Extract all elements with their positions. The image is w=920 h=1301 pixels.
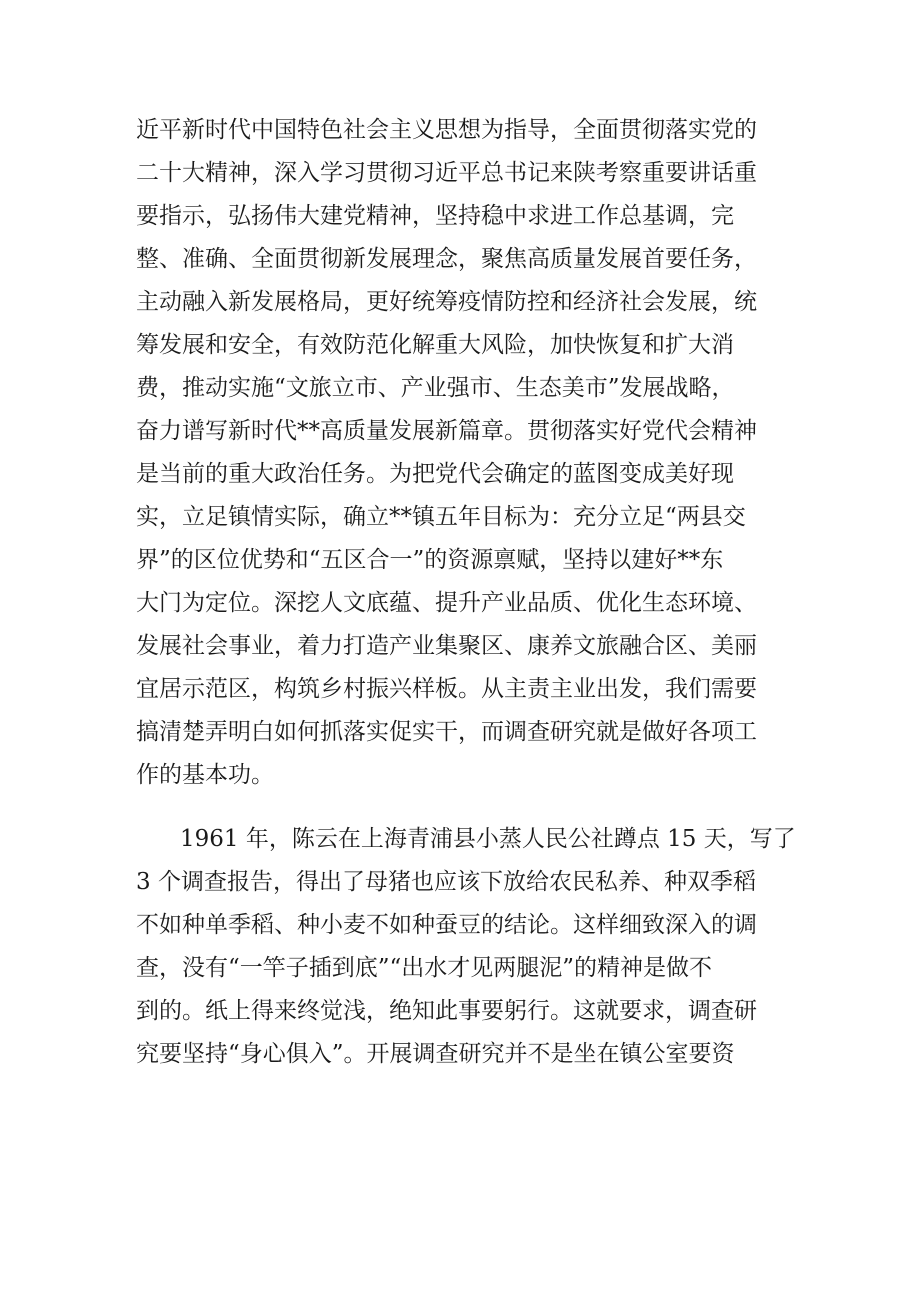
paragraph-2-line: 不如种单季稻、种小麦不如种蚕豆的结论。这样细致深入的调 [136,912,757,938]
paragraph-2-line: 3 个调查报告，得出了母猪也应该下放给农民私养、种双季稻 [136,869,756,895]
paragraph-2-line: 究要坚持“身心俱入”。开展调查研究并不是坐在镇公室要资 [136,1041,735,1067]
paragraph-1-line: 奋力谱写新时代**高质量发展新篇章。贯彻落实好党代会精神 [136,418,757,444]
paragraph-1-line: 宜居示范区，构筑乡村振兴样板。从主责主业出发，我们需要 [136,676,757,702]
paragraph-1-line: 发展社会事业，着力打造产业集聚区、康养文旅融合区、美丽 [136,633,757,659]
paragraph-1-line: 搞清楚弄明白如何抓落实促实干，而调查研究就是做好各项工 [136,719,757,745]
paragraph-1-line: 费，推动实施“文旅立市、产业强市、生态美市”发展战略， [136,375,735,401]
paragraph-1-line: 是当前的重大政治任务。为把党代会确定的蓝图变成美好现 [136,461,734,487]
paragraph-1-line: 二十大精神，深入学习贯彻习近平总书记来陕考察重要讲话重 [136,160,757,186]
paragraph-1-line: 实，立足镇情实际，确立**镇五年目标为：充分立足“两县交 [136,504,746,530]
paragraph-2-line: 查，没有“一竿子插到底”“出水才见两腿泥”的精神是做不 [136,955,713,981]
paragraph-1-line: 近平新时代中国特色社会主义思想为指导，全面贯彻落实党的 [136,117,757,143]
paragraph-1-line: 整、准确、全面贯彻新发展理念，聚焦高质量发展首要任务， [136,246,757,272]
paragraph-1-line: 筹发展和安全，有效防范化解重大风险，加快恢复和扩大消 [136,332,734,358]
paragraph-1-line: 主动融入新发展格局，更好统筹疫情防控和经济社会发展，统 [136,289,757,315]
paragraph-2-line: 到的。纸上得来终觉浅，绝知此事要躬行。这就要求，调查研 [136,998,757,1024]
paragraph-1-line: 大门为定位。深挖人文底蕴、提升产业品质、优化生态环境、 [136,590,757,616]
paragraph-2-line: 1961 年，陈云在上海青浦县小蒸人民公社蹲点 15 天，写了 [180,826,796,852]
paragraph-1-line: 作的基本功。 [136,762,274,788]
paragraph-1-line: 要指示，弘扬伟大建党精神，坚持稳中求进工作总基调，完 [136,203,734,229]
paragraph-1-line: 界”的区位优势和“五区合一”的资源禀赋，坚持以建好**东 [136,547,724,573]
